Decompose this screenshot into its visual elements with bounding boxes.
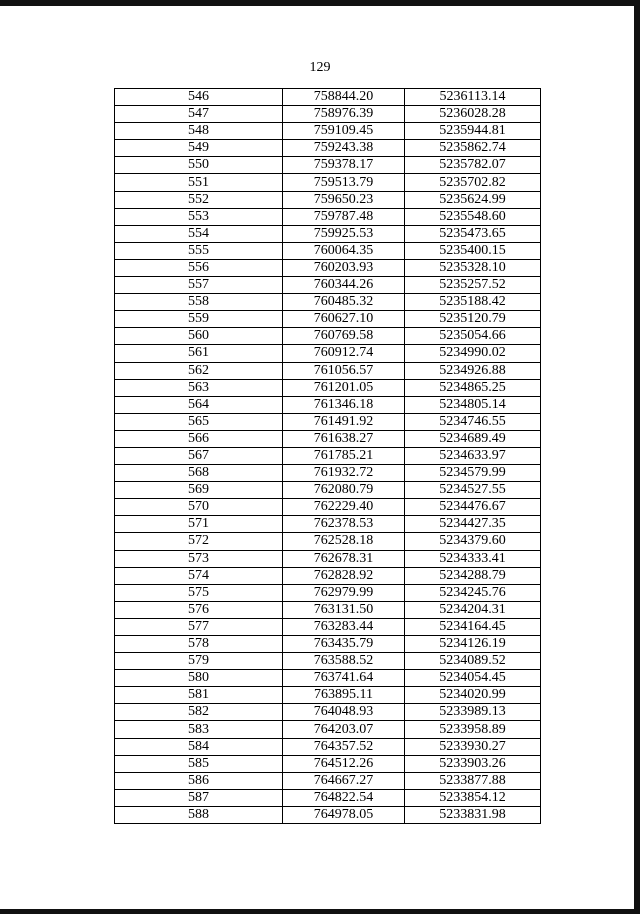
table-row [115, 225, 541, 242]
table-row [115, 772, 541, 789]
y-coordinate-cell: 5234926.88 [405, 362, 541, 379]
y-coordinate-cell: 5234054.45 [405, 670, 541, 687]
x-coordinate-cell: 763283.44 [283, 618, 405, 635]
y-coordinate-cell: 5234288.79 [405, 567, 541, 584]
table-row [115, 687, 541, 704]
table-row [115, 345, 541, 362]
table-row [115, 653, 541, 670]
point-number-cell: 583 [115, 721, 283, 738]
table-row [115, 670, 541, 687]
x-coordinate-cell: 764203.07 [283, 721, 405, 738]
point-number-cell: 550 [115, 157, 283, 174]
x-coordinate-cell: 764978.05 [283, 806, 405, 823]
x-coordinate-cell: 761346.18 [283, 396, 405, 413]
point-number-cell: 573 [115, 550, 283, 567]
table-row [115, 482, 541, 499]
y-coordinate-cell: 5234333.41 [405, 550, 541, 567]
coordinates-table [114, 88, 541, 824]
point-number-cell: 580 [115, 670, 283, 687]
x-coordinate-cell: 759513.79 [283, 174, 405, 191]
x-coordinate-cell: 759109.45 [283, 123, 405, 140]
x-coordinate-cell: 760203.93 [283, 259, 405, 276]
table-row [115, 516, 541, 533]
x-coordinate-cell: 764822.54 [283, 789, 405, 806]
point-number-cell: 554 [115, 225, 283, 242]
point-number-cell: 556 [115, 259, 283, 276]
scan-border-bottom [0, 909, 640, 914]
x-coordinate-cell: 760485.32 [283, 294, 405, 311]
y-coordinate-cell: 5235782.07 [405, 157, 541, 174]
table-row [115, 259, 541, 276]
table-row [115, 430, 541, 447]
scan-border-right [634, 0, 640, 914]
x-coordinate-cell: 762229.40 [283, 499, 405, 516]
table-row [115, 601, 541, 618]
y-coordinate-cell: 5235702.82 [405, 174, 541, 191]
point-number-cell: 557 [115, 277, 283, 294]
y-coordinate-cell: 5234020.99 [405, 687, 541, 704]
point-number-cell: 560 [115, 328, 283, 345]
table-row [115, 362, 541, 379]
y-coordinate-cell: 5235328.10 [405, 259, 541, 276]
scan-border-top [0, 0, 640, 6]
table-row [115, 567, 541, 584]
point-number-cell: 551 [115, 174, 283, 191]
x-coordinate-cell: 763895.11 [283, 687, 405, 704]
point-number-cell: 582 [115, 704, 283, 721]
point-number-cell: 575 [115, 584, 283, 601]
x-coordinate-cell: 760627.10 [283, 311, 405, 328]
table-row [115, 140, 541, 157]
x-coordinate-cell: 761785.21 [283, 447, 405, 464]
point-number-cell: 567 [115, 447, 283, 464]
y-coordinate-cell: 5235188.42 [405, 294, 541, 311]
x-coordinate-cell: 760769.58 [283, 328, 405, 345]
y-coordinate-cell: 5234245.76 [405, 584, 541, 601]
y-coordinate-cell: 5234746.55 [405, 413, 541, 430]
y-coordinate-cell: 5235400.15 [405, 242, 541, 259]
point-number-cell: 563 [115, 379, 283, 396]
table-row [115, 584, 541, 601]
x-coordinate-cell: 758976.39 [283, 106, 405, 123]
point-number-cell: 577 [115, 618, 283, 635]
table-row [115, 636, 541, 653]
x-coordinate-cell: 763131.50 [283, 601, 405, 618]
point-number-cell: 570 [115, 499, 283, 516]
x-coordinate-cell: 763741.64 [283, 670, 405, 687]
y-coordinate-cell: 5234164.45 [405, 618, 541, 635]
table-row [115, 721, 541, 738]
y-coordinate-cell: 5234126.19 [405, 636, 541, 653]
x-coordinate-cell: 762828.92 [283, 567, 405, 584]
y-coordinate-cell: 5233831.98 [405, 806, 541, 823]
point-number-cell: 579 [115, 653, 283, 670]
point-number-cell: 561 [115, 345, 283, 362]
y-coordinate-cell: 5235120.79 [405, 311, 541, 328]
table-row [115, 704, 541, 721]
table-row [115, 413, 541, 430]
y-coordinate-cell: 5234579.99 [405, 465, 541, 482]
x-coordinate-cell: 762678.31 [283, 550, 405, 567]
y-coordinate-cell: 5233877.88 [405, 772, 541, 789]
y-coordinate-cell: 5234427.35 [405, 516, 541, 533]
y-coordinate-cell: 5234990.02 [405, 345, 541, 362]
table-row [115, 294, 541, 311]
table-row [115, 328, 541, 345]
point-number-cell: 574 [115, 567, 283, 584]
point-number-cell: 558 [115, 294, 283, 311]
table-row [115, 533, 541, 550]
table-row [115, 123, 541, 140]
y-coordinate-cell: 5235548.60 [405, 208, 541, 225]
y-coordinate-cell: 5234689.49 [405, 430, 541, 447]
x-coordinate-cell: 761932.72 [283, 465, 405, 482]
x-coordinate-cell: 759243.38 [283, 140, 405, 157]
point-number-cell: 555 [115, 242, 283, 259]
x-coordinate-cell: 762528.18 [283, 533, 405, 550]
table-row [115, 157, 541, 174]
table-row [115, 499, 541, 516]
point-number-cell: 565 [115, 413, 283, 430]
point-number-cell: 569 [115, 482, 283, 499]
point-number-cell: 549 [115, 140, 283, 157]
x-coordinate-cell: 761056.57 [283, 362, 405, 379]
y-coordinate-cell: 5234089.52 [405, 653, 541, 670]
y-coordinate-cell: 5234805.14 [405, 396, 541, 413]
y-coordinate-cell: 5235944.81 [405, 123, 541, 140]
table-row [115, 379, 541, 396]
table-row [115, 174, 541, 191]
table-row [115, 465, 541, 482]
x-coordinate-cell: 763435.79 [283, 636, 405, 653]
table-row [115, 806, 541, 823]
table-row [115, 106, 541, 123]
table-row [115, 447, 541, 464]
point-number-cell: 578 [115, 636, 283, 653]
point-number-cell: 559 [115, 311, 283, 328]
point-number-cell: 588 [115, 806, 283, 823]
table-row [115, 618, 541, 635]
y-coordinate-cell: 5234379.60 [405, 533, 541, 550]
x-coordinate-cell: 761491.92 [283, 413, 405, 430]
x-coordinate-cell: 762378.53 [283, 516, 405, 533]
y-coordinate-cell: 5234633.97 [405, 447, 541, 464]
point-number-cell: 571 [115, 516, 283, 533]
point-number-cell: 564 [115, 396, 283, 413]
table-row [115, 191, 541, 208]
table-row [115, 789, 541, 806]
y-coordinate-cell: 5235624.99 [405, 191, 541, 208]
x-coordinate-cell: 764357.52 [283, 738, 405, 755]
point-number-cell: 568 [115, 465, 283, 482]
point-number-cell: 546 [115, 89, 283, 106]
y-coordinate-cell: 5234865.25 [405, 379, 541, 396]
x-coordinate-cell: 760912.74 [283, 345, 405, 362]
table-row [115, 311, 541, 328]
point-number-cell: 585 [115, 755, 283, 772]
x-coordinate-cell: 762979.99 [283, 584, 405, 601]
y-coordinate-cell: 5233989.13 [405, 704, 541, 721]
page-number: 129 [309, 60, 331, 75]
y-coordinate-cell: 5233958.89 [405, 721, 541, 738]
coordinates-table-body [115, 89, 541, 824]
x-coordinate-cell: 759378.17 [283, 157, 405, 174]
point-number-cell: 572 [115, 533, 283, 550]
x-coordinate-cell: 760344.26 [283, 277, 405, 294]
x-coordinate-cell: 759787.48 [283, 208, 405, 225]
point-number-cell: 566 [115, 430, 283, 447]
y-coordinate-cell: 5236028.28 [405, 106, 541, 123]
y-coordinate-cell: 5233903.26 [405, 755, 541, 772]
point-number-cell: 548 [115, 123, 283, 140]
x-coordinate-cell: 763588.52 [283, 653, 405, 670]
y-coordinate-cell: 5234204.31 [405, 601, 541, 618]
y-coordinate-cell: 5235054.66 [405, 328, 541, 345]
x-coordinate-cell: 764512.26 [283, 755, 405, 772]
table-row [115, 277, 541, 294]
x-coordinate-cell: 760064.35 [283, 242, 405, 259]
table-row [115, 208, 541, 225]
x-coordinate-cell: 764667.27 [283, 772, 405, 789]
y-coordinate-cell: 5233930.27 [405, 738, 541, 755]
point-number-cell: 586 [115, 772, 283, 789]
x-coordinate-cell: 759650.23 [283, 191, 405, 208]
x-coordinate-cell: 759925.53 [283, 225, 405, 242]
point-number-cell: 576 [115, 601, 283, 618]
y-coordinate-cell: 5234527.55 [405, 482, 541, 499]
table-row [115, 89, 541, 106]
point-number-cell: 552 [115, 191, 283, 208]
table-row [115, 550, 541, 567]
point-number-cell: 587 [115, 789, 283, 806]
x-coordinate-cell: 762080.79 [283, 482, 405, 499]
x-coordinate-cell: 764048.93 [283, 704, 405, 721]
x-coordinate-cell: 761201.05 [283, 379, 405, 396]
point-number-cell: 553 [115, 208, 283, 225]
x-coordinate-cell: 761638.27 [283, 430, 405, 447]
table-row [115, 738, 541, 755]
table-row [115, 242, 541, 259]
y-coordinate-cell: 5233854.12 [405, 789, 541, 806]
y-coordinate-cell: 5236113.14 [405, 89, 541, 106]
point-number-cell: 547 [115, 106, 283, 123]
point-number-cell: 584 [115, 738, 283, 755]
y-coordinate-cell: 5234476.67 [405, 499, 541, 516]
table-row [115, 755, 541, 772]
table-row [115, 396, 541, 413]
x-coordinate-cell: 758844.20 [283, 89, 405, 106]
y-coordinate-cell: 5235257.52 [405, 277, 541, 294]
y-coordinate-cell: 5235473.65 [405, 225, 541, 242]
point-number-cell: 581 [115, 687, 283, 704]
point-number-cell: 562 [115, 362, 283, 379]
y-coordinate-cell: 5235862.74 [405, 140, 541, 157]
